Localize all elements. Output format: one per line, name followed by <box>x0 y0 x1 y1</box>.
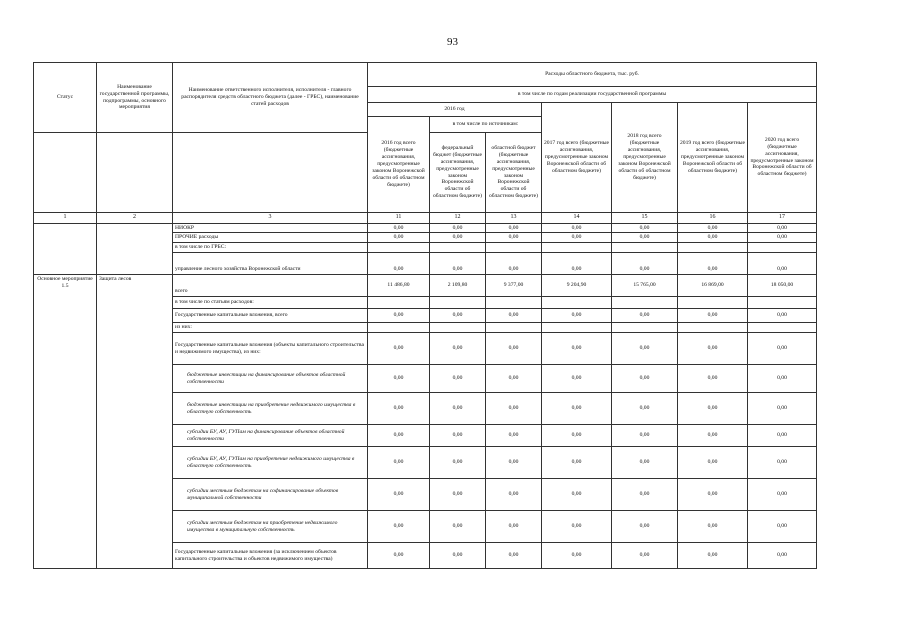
value-cell: 0,00 <box>678 223 748 233</box>
header-2018: 2018 год всего (бюджетные ассигнования, предусмотренные законом Воронежской области об областном бюджете) <box>612 103 678 213</box>
header-by-years: в том числе по годам реализации государственной программы <box>368 87 817 103</box>
table-row <box>34 275 817 297</box>
value-cell: 0,00 <box>368 511 430 543</box>
value-cell: 0,00 <box>748 543 817 569</box>
value-cell: 0,00 <box>542 309 612 323</box>
col-index: 12 <box>430 213 486 224</box>
value-cell <box>486 323 542 333</box>
header-2020: 2020 год всего (бюджетные ассигнования, предусмотренные законом Воронежской области об областном бюджете) <box>748 103 817 213</box>
value-cell: 0,00 <box>612 223 678 233</box>
value-cell: 0,00 <box>542 447 612 479</box>
header-status: Статус <box>34 63 97 133</box>
value-cell: 0,00 <box>678 447 748 479</box>
value-cell: 0,00 <box>612 447 678 479</box>
row-label: субсидии БУ, АУ, ГУПам на финансирование объектов областной собственности <box>173 425 368 447</box>
value-cell: 0,00 <box>486 365 542 393</box>
value-cell: 0,00 <box>612 233 678 243</box>
col-index: 14 <box>542 213 612 224</box>
header-by-sources: в том числе по источникам: <box>430 117 542 133</box>
value-cell: 0,00 <box>612 333 678 365</box>
row-label: субсидии местным бюджетам на приобретение недвижимого имущества в муниципальную собственность <box>173 511 368 543</box>
value-cell <box>748 243 817 253</box>
value-cell <box>678 243 748 253</box>
value-cell <box>748 323 817 333</box>
value-cell: 0,00 <box>748 223 817 233</box>
value-cell <box>486 243 542 253</box>
value-cell: 0,00 <box>748 425 817 447</box>
value-cell: 0,00 <box>678 425 748 447</box>
value-cell: 0,00 <box>368 543 430 569</box>
value-cell <box>430 323 486 333</box>
value-cell: 0,00 <box>542 253 612 275</box>
value-cell: 0,00 <box>678 253 748 275</box>
col-index: 15 <box>612 213 678 224</box>
value-cell <box>368 323 430 333</box>
value-cell: 15 765,00 <box>612 275 678 297</box>
value-cell: 0,00 <box>612 309 678 323</box>
value-cell <box>678 297 748 309</box>
value-cell: 0,00 <box>486 223 542 233</box>
header-2016-total: 2016 год всего (бюджетные ассигнования, предусмотренные законом Воронежской области об областном бюджете) <box>368 117 430 213</box>
value-cell: 0,00 <box>542 333 612 365</box>
value-cell: 0,00 <box>430 233 486 243</box>
row-label: в том числе по статьям расходов: <box>173 297 368 309</box>
col-index: 3 <box>173 213 368 224</box>
value-cell: 0,00 <box>748 309 817 323</box>
row-label: Государственные капитальные вложения (объекты капитального строительства и недвижимого имущества), из них: <box>173 333 368 365</box>
value-cell <box>542 297 612 309</box>
header-2017: 2017 год всего (бюджетные ассигнования, предусмотренные законом Воронежской области об областном бюджете) <box>542 103 612 213</box>
row-label: Государственные капитальные вложения, всего <box>173 309 368 323</box>
value-cell: 0,00 <box>368 393 430 425</box>
value-cell: 0,00 <box>486 425 542 447</box>
value-cell: 0,00 <box>542 543 612 569</box>
value-cell: 0,00 <box>748 333 817 365</box>
value-cell <box>678 323 748 333</box>
value-cell: 0,00 <box>678 511 748 543</box>
value-cell: 0,00 <box>612 543 678 569</box>
value-cell <box>368 243 430 253</box>
value-cell: 18 050,00 <box>748 275 817 297</box>
value-cell: 0,00 <box>678 233 748 243</box>
table-row <box>34 223 817 233</box>
row-label: субсидии БУ, АУ, ГУПам на приобретение недвижимого имущества в областную собственность <box>173 447 368 479</box>
col-index: 16 <box>678 213 748 224</box>
value-cell: 0,00 <box>678 333 748 365</box>
row-label: бюджетные инвестиции на финансирование объектов областной собственности <box>173 365 368 393</box>
value-cell <box>486 297 542 309</box>
value-cell: 0,00 <box>430 253 486 275</box>
column-index-row <box>34 213 817 224</box>
value-cell: 9 204,90 <box>542 275 612 297</box>
value-cell: 0,00 <box>430 479 486 511</box>
value-cell: 0,00 <box>486 393 542 425</box>
value-cell: 0,00 <box>430 543 486 569</box>
value-cell: 0,00 <box>430 333 486 365</box>
value-cell: 0,00 <box>678 543 748 569</box>
value-cell: 0,00 <box>542 425 612 447</box>
value-cell: 0,00 <box>368 233 430 243</box>
value-cell: 0,00 <box>748 511 817 543</box>
value-cell: 0,00 <box>542 511 612 543</box>
header-regional: областной бюджет (бюджетные ассигнования, предусмотренные законом Воронежской области об областном бюджете) <box>486 133 542 213</box>
value-cell: 0,00 <box>678 365 748 393</box>
value-cell: 0,00 <box>430 309 486 323</box>
row-label: из них: <box>173 323 368 333</box>
value-cell <box>612 323 678 333</box>
value-cell: 0,00 <box>486 543 542 569</box>
row-label: НИОКР <box>173 223 368 233</box>
value-cell: 0,00 <box>430 425 486 447</box>
value-cell: 0,00 <box>748 365 817 393</box>
budget-table <box>33 62 817 569</box>
value-cell <box>542 243 612 253</box>
value-cell: 0,00 <box>368 365 430 393</box>
header-federal: федеральный бюджет (бюджетные ассигнования, предусмотренные законом Воронежской области об областном бюджете) <box>430 133 486 213</box>
value-cell: 0,00 <box>748 447 817 479</box>
value-cell: 0,00 <box>678 309 748 323</box>
value-cell: 0,00 <box>748 479 817 511</box>
value-cell: 0,00 <box>368 333 430 365</box>
value-cell: 0,00 <box>368 309 430 323</box>
value-cell: 0,00 <box>430 447 486 479</box>
row-label: Государственные капитальные вложения (за исключением объектов капитального строительства и объектов недвижимого имущества) <box>173 543 368 569</box>
header-program-name: Наименование государственной программы, подпрограммы, основного мероприятия <box>97 63 173 133</box>
program-cell <box>97 223 173 275</box>
value-cell: 0,00 <box>612 425 678 447</box>
value-cell: 0,00 <box>612 511 678 543</box>
value-cell <box>430 243 486 253</box>
value-cell <box>612 297 678 309</box>
value-cell: 0,00 <box>542 365 612 393</box>
col-index: 1 <box>34 213 97 224</box>
col-index: 2 <box>97 213 173 224</box>
value-cell: 0,00 <box>612 365 678 393</box>
value-cell: 0,00 <box>612 253 678 275</box>
value-cell: 0,00 <box>486 253 542 275</box>
value-cell: 0,00 <box>612 393 678 425</box>
value-cell: 0,00 <box>430 223 486 233</box>
value-cell: 2 109,80 <box>430 275 486 297</box>
value-cell: 0,00 <box>748 393 817 425</box>
col-index: 11 <box>368 213 430 224</box>
page-number: 93 <box>447 36 458 48</box>
value-cell: 11 486,80 <box>368 275 430 297</box>
value-cell: 0,00 <box>678 393 748 425</box>
value-cell: 0,00 <box>368 223 430 233</box>
value-cell: 0,00 <box>368 253 430 275</box>
value-cell: 0,00 <box>612 479 678 511</box>
row-label: в том числе по ГРБС: <box>173 243 368 253</box>
value-cell: 0,00 <box>748 253 817 275</box>
value-cell <box>748 297 817 309</box>
status-cell <box>34 223 97 275</box>
value-cell <box>612 243 678 253</box>
value-cell: 0,00 <box>486 447 542 479</box>
header-executor-name: Наименование ответственного исполнителя, исполнителя - главного распорядителя средств областного бюджета (далее - ГРБС), наименование статей расходов <box>173 63 368 133</box>
value-cell: 16 869,00 <box>678 275 748 297</box>
value-cell: 0,00 <box>542 223 612 233</box>
value-cell: 0,00 <box>368 425 430 447</box>
activity-status: Основное мероприятие 1.5 <box>34 275 97 569</box>
value-cell: 9 377,00 <box>486 275 542 297</box>
header-year-2016: 2016 год <box>368 103 542 117</box>
col-index: 17 <box>748 213 817 224</box>
row-label: всего <box>173 275 368 297</box>
activity-name: Защита лесов <box>97 275 173 569</box>
value-cell: 0,00 <box>486 511 542 543</box>
value-cell: 0,00 <box>486 333 542 365</box>
row-label: ПРОЧИЕ расходы <box>173 233 368 243</box>
value-cell: 0,00 <box>368 447 430 479</box>
header-2019: 2019 год всего (бюджетные ассигнования, предусмотренные законом Воронежской области об областном бюджете) <box>678 103 748 213</box>
header-expenses-title: Расходы областного бюджета, тыс. руб. <box>368 63 817 87</box>
col-index: 13 <box>486 213 542 224</box>
value-cell: 0,00 <box>430 393 486 425</box>
value-cell: 0,00 <box>486 309 542 323</box>
value-cell: 0,00 <box>542 233 612 243</box>
value-cell: 0,00 <box>542 479 612 511</box>
value-cell: 0,00 <box>486 479 542 511</box>
value-cell: 0,00 <box>678 479 748 511</box>
value-cell <box>368 297 430 309</box>
value-cell: 0,00 <box>542 393 612 425</box>
value-cell: 0,00 <box>430 365 486 393</box>
value-cell: 0,00 <box>368 479 430 511</box>
row-label: управление лесного хозяйства Воронежской области <box>173 253 368 275</box>
value-cell: 0,00 <box>430 511 486 543</box>
row-label: субсидии местным бюджетам на софинансирование объектов муниципальной собственности <box>173 479 368 511</box>
value-cell: 0,00 <box>748 233 817 243</box>
value-cell <box>430 297 486 309</box>
value-cell <box>542 323 612 333</box>
row-label: бюджетные инвестиции на приобретение недвижимого имущества в областную собственность <box>173 393 368 425</box>
value-cell: 0,00 <box>486 233 542 243</box>
